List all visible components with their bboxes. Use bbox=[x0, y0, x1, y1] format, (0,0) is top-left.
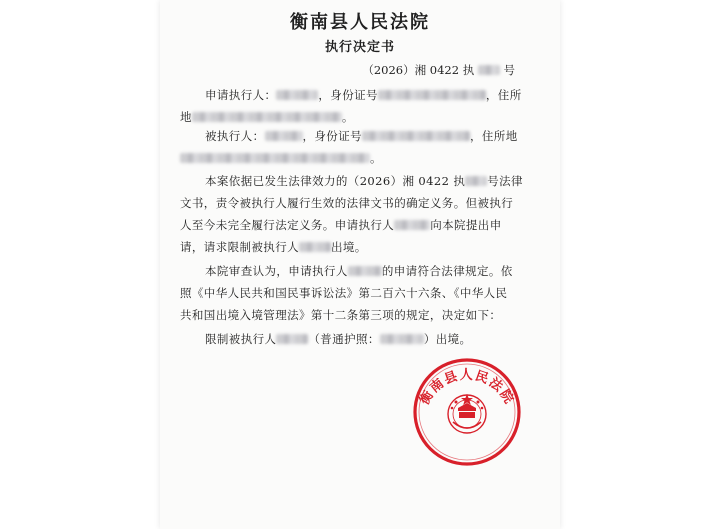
para2-line-1: 本院审查认为，申请执行人 的申请符合法律规定。依 bbox=[205, 264, 513, 278]
redacted-case-number bbox=[478, 65, 500, 75]
redacted-case-ref bbox=[465, 176, 487, 186]
para1-line-2: 文书，责令被执行人履行生效的法律文书的确定义务。但被执行 bbox=[180, 196, 514, 210]
redacted-applicant-name bbox=[394, 220, 430, 230]
redacted-applicant-id bbox=[378, 90, 486, 100]
redacted-applicant-name bbox=[276, 90, 318, 100]
respondent-line-1: 被执行人： ，身份证号 ，住所地 bbox=[205, 129, 518, 143]
case-number-suffix: 号 bbox=[503, 63, 515, 77]
redacted-applicant-address bbox=[192, 112, 342, 122]
para2-line-2: 照《中华人民共和国民事诉讼法》第二百六十六条、《中华人民 bbox=[180, 286, 508, 300]
para2-line-3: 共和国出境入境管理法》第十二条第三项的规定，决定如下： bbox=[180, 308, 502, 322]
respondent-line-2: 。 bbox=[180, 150, 382, 166]
para1-line-4: 请，请求限制被执行人 出境。 bbox=[180, 240, 367, 254]
court-name: 衡南县人民法院 bbox=[290, 12, 430, 33]
redacted-passport-number bbox=[380, 334, 424, 344]
redacted-applicant-name bbox=[348, 266, 382, 276]
national-emblem-icon bbox=[448, 394, 486, 433]
court-seal bbox=[398, 348, 536, 466]
redacted-respondent-name bbox=[276, 334, 308, 344]
case-number bbox=[362, 62, 515, 78]
applicant-line-2: 地 。 bbox=[180, 110, 354, 124]
seal-text: 衡南县人民法院 bbox=[417, 368, 517, 408]
decision-line: 限制被执行人 （普通护照： ）出境。 bbox=[205, 332, 472, 346]
applicant-line-1: 申请执行人： ，身份证号 ，住所 bbox=[205, 88, 522, 102]
para1-line-1: 本案依据已发生法律效力的（2026）湘 0422 执 号法律 bbox=[205, 174, 523, 188]
document-title: 执行决定书 bbox=[324, 40, 395, 55]
redacted-respondent-address bbox=[180, 153, 370, 163]
case-number-prefix: （2026）湘 0422 执 bbox=[362, 63, 475, 77]
para1-line-3: 人至今未完全履行法定义务。申请执行人 向本院提出申 bbox=[180, 218, 502, 232]
redacted-respondent-id bbox=[362, 131, 470, 141]
redacted-respondent-name bbox=[299, 242, 331, 252]
redacted-respondent-name bbox=[265, 131, 303, 141]
